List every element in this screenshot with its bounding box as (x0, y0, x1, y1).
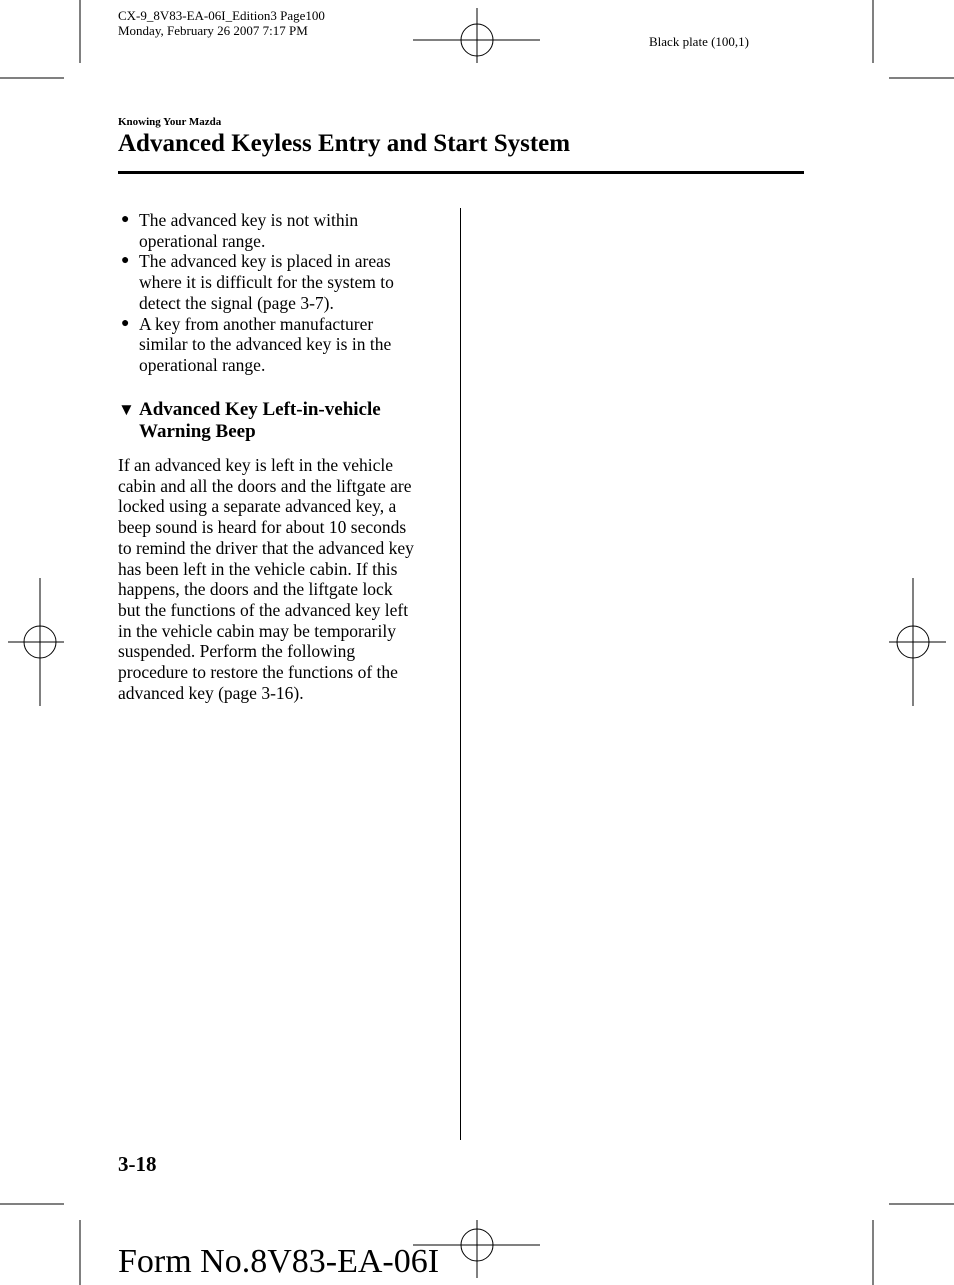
paragraph-line: but the functions of the advanced key left (118, 599, 409, 620)
bullet-line: detect the signal (page 3-7). (139, 292, 334, 313)
bullet-icon: ● (121, 212, 130, 227)
print-job-info (118, 8, 325, 38)
paragraph-line: beep sound is heard for about 10 seconds (118, 517, 407, 538)
bullet-list (118, 210, 418, 376)
subheading-line: Warning Beep (139, 421, 256, 442)
plate-label: Black plate (100,1) (649, 34, 749, 49)
paragraph-line: procedure to restore the functions of the (118, 662, 398, 683)
page-number: 3-18 (118, 1152, 157, 1176)
paragraph-line: locked using a separate advanced key, a (118, 496, 397, 517)
registration-mark-left (8, 578, 64, 706)
bullet-line: The advanced key is placed in areas (139, 251, 391, 272)
bullet-item (118, 251, 418, 313)
subheading (118, 399, 418, 443)
paragraph-line: has been left in the vehicle cabin. If this (118, 558, 398, 579)
column-divider (460, 208, 461, 1140)
bullet-icon: ● (121, 253, 130, 269)
paragraph-line: suspended. Perform the following (118, 641, 356, 662)
bullet-line: similar to the advanced key is in the (139, 334, 392, 355)
bullet-line: The advanced key is not within (139, 210, 359, 230)
bullet-line: operational range. (139, 354, 266, 375)
form-number: Form No.8V83-EA-06I (118, 1243, 440, 1280)
bullet-line: where it is difficult for the system to (139, 272, 394, 293)
paragraph-line: in the vehicle cabin may be temporarily (118, 620, 396, 641)
print-date-line: Monday, February 26 2007 7:17 PM (118, 23, 308, 38)
bullet-icon: ● (121, 315, 130, 331)
paragraph-line: cabin and all the doors and the liftgate are (118, 475, 412, 496)
registration-mark-top (413, 8, 540, 63)
bullet-item (118, 314, 418, 376)
section-label: Knowing Your Mazda (118, 116, 222, 128)
paragraph-line: happens, the doors and the liftgate lock (118, 579, 393, 600)
page-title: Advanced Keyless Entry and Start System (118, 130, 571, 157)
bullet-line: A key from another manufacturer (139, 313, 374, 334)
subheading-line: Advanced Key Left-in-vehicle (139, 399, 381, 420)
bullet-item (118, 210, 418, 251)
paragraph-line: advanced key (page 3-16). (118, 682, 304, 703)
triangle-down-icon: ▼ (118, 400, 135, 419)
registration-mark-right (889, 578, 946, 706)
print-job-line: CX-9_8V83-EA-06I_Edition3 Page100 (118, 8, 325, 23)
paragraph-line: If an advanced key is left in the vehicle (118, 455, 394, 475)
paragraph-line: to remind the driver that the advanced key (118, 537, 414, 558)
bullet-line: operational range. (139, 230, 266, 251)
title-rule (118, 171, 804, 174)
body-paragraph (118, 455, 438, 703)
